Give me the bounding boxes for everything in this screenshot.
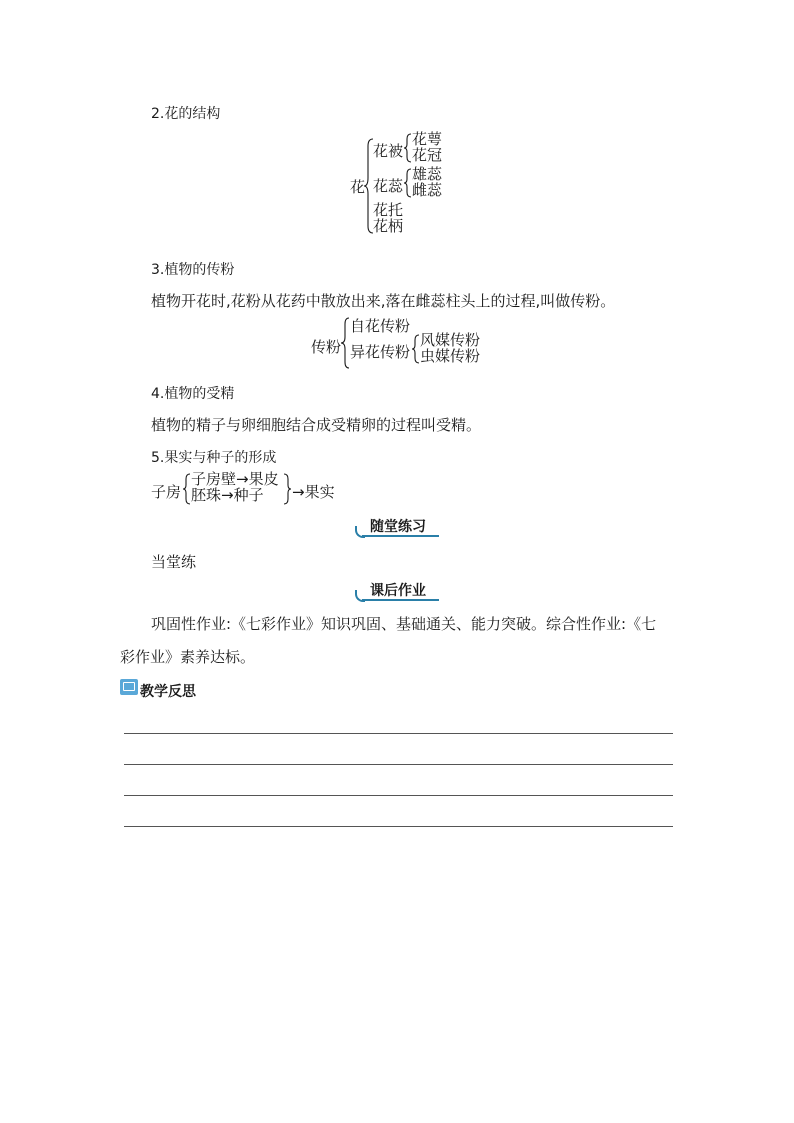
pollination-cross: 异花传粉 — [350, 343, 411, 361]
perianth-brace — [404, 133, 412, 163]
fruit-fruit: 果实 — [304, 483, 335, 501]
flower-pedicel: 花柄 — [373, 217, 404, 235]
flower-stamen: 雄蕊 — [412, 165, 443, 183]
ovary-left-brace — [183, 473, 191, 505]
practice-text: 当堂练 — [151, 553, 197, 571]
fruit-ovary-wall-row — [191, 471, 279, 487]
reflection-line-4 — [124, 826, 673, 827]
practice-heading: 随堂练习 — [370, 519, 426, 535]
fruit-ovary: 子房 — [151, 483, 182, 501]
arrow-to-fruit: → — [292, 483, 305, 501]
homework-text-line1: 巩固性作业:《七彩作业》知识巩固、基础通关、能力突破。综合性作业:《七 — [151, 615, 657, 633]
flower-pistil: 雌蕊 — [412, 181, 443, 199]
section-title-fruit-seed: 5.果实与种子的形成 — [151, 450, 277, 466]
homework-heading-underline — [362, 599, 439, 601]
fertilization-definition: 植物的精子与卵细胞结合成受精卵的过程叫受精。 — [151, 416, 482, 434]
flower-petal: 花冠 — [412, 146, 443, 164]
fruit-seed: 种子 — [233, 486, 264, 504]
reflection-heading: 教学反思 — [140, 684, 196, 700]
arrow-to-seed: → — [221, 486, 234, 504]
ovary-right-brace — [284, 473, 292, 505]
cross-pollination-brace — [412, 334, 420, 364]
reflection-line-2 — [124, 764, 673, 765]
reflection-line-3 — [124, 795, 673, 796]
section-title-pollination: 3.植物的传粉 — [151, 262, 235, 278]
reflection-icon — [120, 679, 138, 695]
pollination-definition: 植物开花时,花粉从花药中散放出来,落在雌蕊柱头上的过程,叫做传粉。 — [151, 292, 616, 310]
homework-heading: 课后作业 — [370, 583, 426, 599]
arrow-to-peel: → — [236, 470, 249, 488]
fruit-result-row — [292, 481, 335, 502]
pollination-self: 自花传粉 — [350, 317, 411, 335]
fruit-ovule-row — [191, 487, 264, 503]
pollination-brace — [341, 317, 350, 369]
fruit-ovary-wall: 子房壁 — [191, 470, 237, 488]
section-title-flower-structure: 2.花的结构 — [151, 106, 221, 122]
stamen-pistil-brace — [404, 168, 412, 198]
pollination-wind: 风媒传粉 — [420, 331, 481, 349]
pollination-insect: 虫媒传粉 — [420, 347, 481, 365]
flower-receptacle: 花托 — [373, 201, 404, 219]
flower-root: 花 — [350, 178, 366, 196]
section-title-fertilization: 4.植物的受精 — [151, 386, 235, 402]
reflection-line-1 — [124, 733, 673, 734]
pollination-root: 传粉 — [311, 338, 342, 356]
flower-perianth: 花被 — [373, 142, 404, 160]
homework-text-line2: 彩作业》素养达标。 — [120, 648, 256, 666]
flower-stamen-pistil: 花蕊 — [373, 177, 404, 195]
flower-sepal: 花萼 — [412, 130, 443, 148]
fruit-peel: 果皮 — [248, 470, 279, 488]
practice-heading-underline — [362, 535, 439, 537]
fruit-ovule: 胚珠 — [191, 486, 222, 504]
